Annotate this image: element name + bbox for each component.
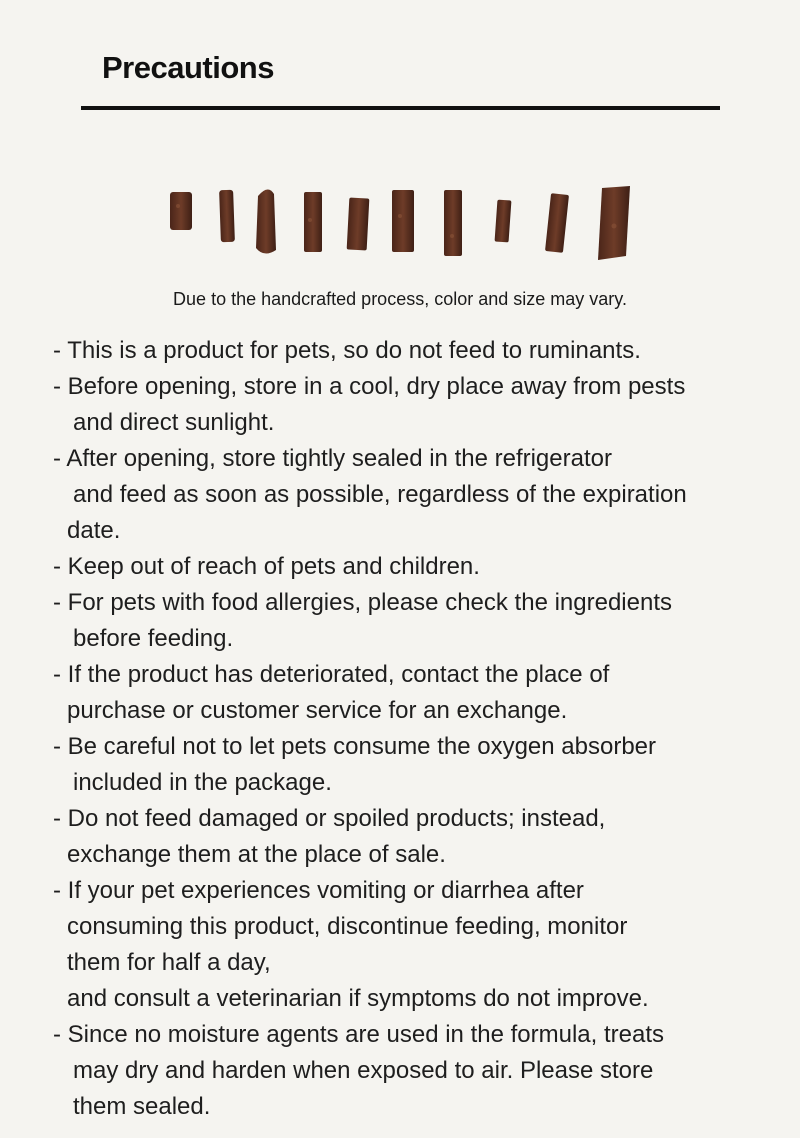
precaution-line: - Do not feed damaged or spoiled products; instead, [53, 805, 606, 832]
precaution-item [53, 333, 793, 369]
precaution-item [53, 873, 793, 1017]
precaution-line: - This is a product for pets, so do not feed to ruminants. [53, 337, 641, 364]
treat-piece [219, 190, 235, 242]
precaution-item [53, 1017, 793, 1125]
precaution-line: exchange them at the place of sale. [67, 841, 446, 868]
precaution-line: included in the package. [73, 769, 332, 796]
title-divider [81, 106, 720, 110]
treat-piece [256, 189, 276, 253]
treat-piece [545, 193, 569, 253]
precaution-line: - After opening, store tightly sealed in the refrigerator [53, 445, 612, 472]
precaution-line: may dry and harden when exposed to air. Please store [73, 1057, 654, 1084]
precautions-list [53, 333, 793, 1125]
dried-pet-treats-image [160, 176, 640, 266]
precaution-line: and direct sunlight. [73, 409, 275, 436]
treat-piece [170, 192, 192, 230]
precaution-line: - Be careful not to let pets consume the oxygen absorber [53, 733, 657, 760]
precaution-line: - For pets with food allergies, please check the ingredients [53, 589, 672, 616]
precaution-line: before feeding. [73, 625, 234, 652]
treat-piece [304, 192, 322, 252]
variation-caption: Due to the handcrafted process, color and size may vary. [173, 289, 627, 309]
precaution-item [53, 441, 793, 549]
treat-piece [392, 190, 414, 252]
precaution-line: consuming this product, discontinue feeding, monitor [67, 913, 628, 940]
precaution-line: and feed as soon as possible, regardless of the expiration [73, 481, 687, 508]
precaution-item [53, 801, 793, 873]
precaution-item [53, 369, 793, 441]
precaution-line: them for half a day, [67, 949, 271, 976]
precaution-line: - Since no moisture agents are used in the formula, treats [53, 1021, 664, 1048]
precaution-line: them sealed. [73, 1093, 211, 1120]
precaution-line: - Before opening, store in a cool, dry place away from pests [53, 373, 686, 400]
treat-piece [598, 186, 630, 260]
precaution-line: - If your pet experiences vomiting or diarrhea after [53, 877, 584, 904]
precaution-item [53, 657, 793, 729]
treat-piece [347, 198, 370, 251]
precaution-line: and consult a veterinarian if symptoms do not improve. [67, 985, 649, 1012]
precaution-item [53, 729, 793, 801]
precaution-item [53, 549, 793, 585]
precaution-line: - If the product has deteriorated, contact the place of [53, 661, 610, 688]
page-title: Precautions [102, 50, 274, 85]
precaution-item [53, 585, 793, 657]
precaution-line: purchase or customer service for an exchange. [67, 697, 568, 724]
precaution-line: - Keep out of reach of pets and children. [53, 553, 480, 580]
precaution-line: date. [67, 517, 121, 544]
treat-piece [444, 190, 462, 256]
treat-piece [495, 200, 512, 243]
